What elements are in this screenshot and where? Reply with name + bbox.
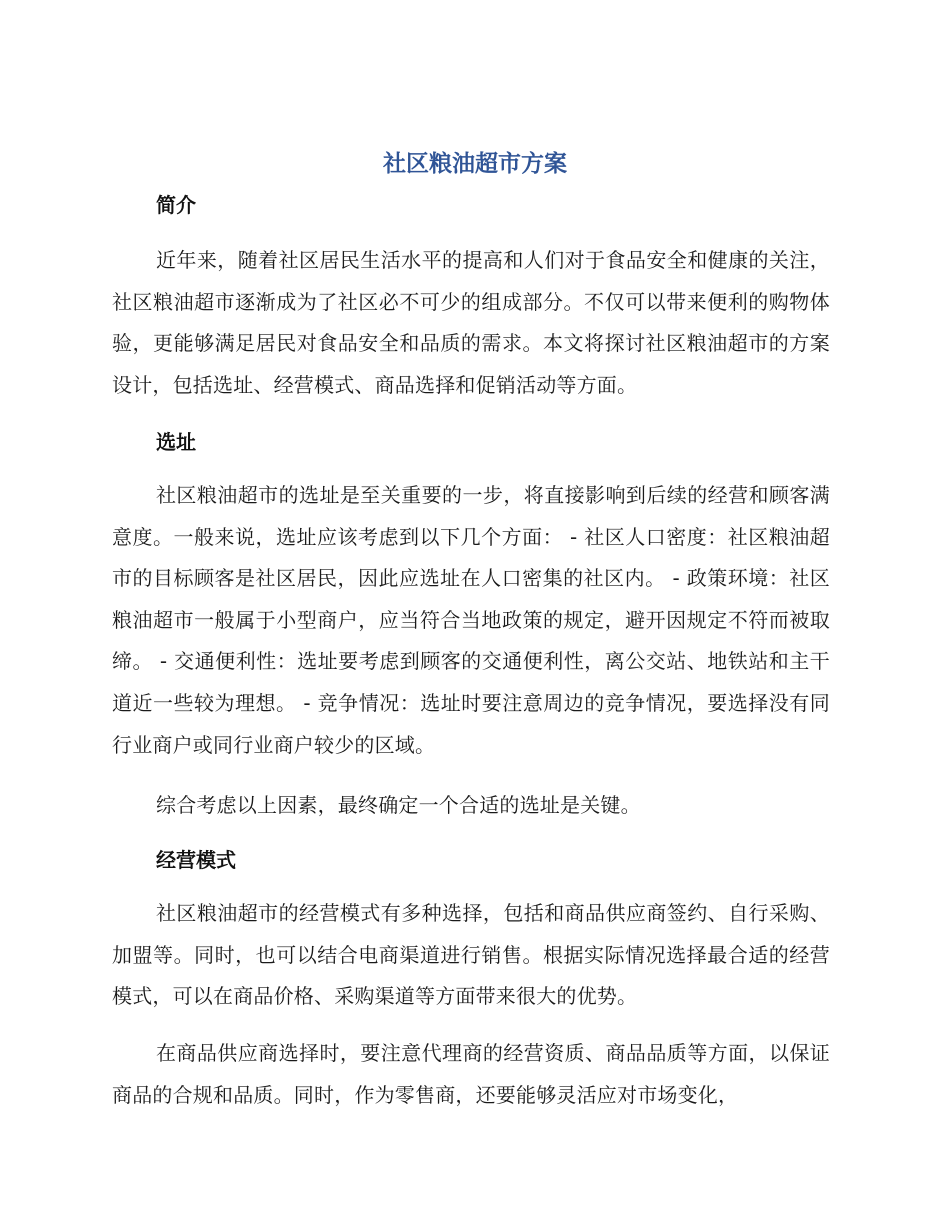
- paragraph-business-model-options: 社区粮油超市的经营模式有多种选择，包括和商品供应商签约、自行采购、加盟等。同时，也可以结合电商渠道进行销售。根据实际情况选择最合适的经营模式，可以在商品价格、采购渠道等方面带来很大的优势。: [112, 901, 830, 1009]
- section-heading-site-selection: 选址: [156, 430, 196, 454]
- paragraph-site-selection-conclusion: 综合考虑以上因素，最终确定一个合适的选址是关键。: [156, 793, 641, 817]
- section-heading-business-model: 经营模式: [156, 848, 236, 872]
- document-title: 社区粮油超市方案: [383, 151, 567, 177]
- paragraph-supplier-selection: 在商品供应商选择时，要注意代理商的经营资质、商品品质等方面，以保证商品的合规和品质。同时，作为零售商，还要能够灵活应对市场变化，: [112, 1041, 830, 1107]
- section-heading-intro: 简介: [156, 193, 196, 217]
- paragraph-site-selection-factors: 社区粮油超市的选址是至关重要的一步，将直接影响到后续的经营和顾客满意度。一般来说，选址应该考虑到以下几个方面： - 社区人口密度：社区粮油超市的目标顾客是社区居民，因此应选址在人口密集的社区内。 - 政策环境：社区粮油超市一般属于小型商户，应当符合当地政策的规定，避开因规定不符而被取缔。 - 交通便利性：选址要考虑到顾客的交通便利性，离公交站、地铁站和主干道近一些较为理想。 - 竞争情况：选址时要注意周边的竞争情况，要选择没有同行业商户或同行业商户较少的区域。: [112, 483, 830, 757]
- paragraph-intro: 近年来，随着社区居民生活水平的提高和人们对于食品安全和健康的关注，社区粮油超市逐渐成为了社区必不可少的组成部分。不仅可以带来便利的购物体验，更能够满足居民对食品安全和品质的需求。本文将探讨社区粮油超市的方案设计，包括选址、经营模式、商品选择和促销活动等方面。: [112, 248, 830, 397]
